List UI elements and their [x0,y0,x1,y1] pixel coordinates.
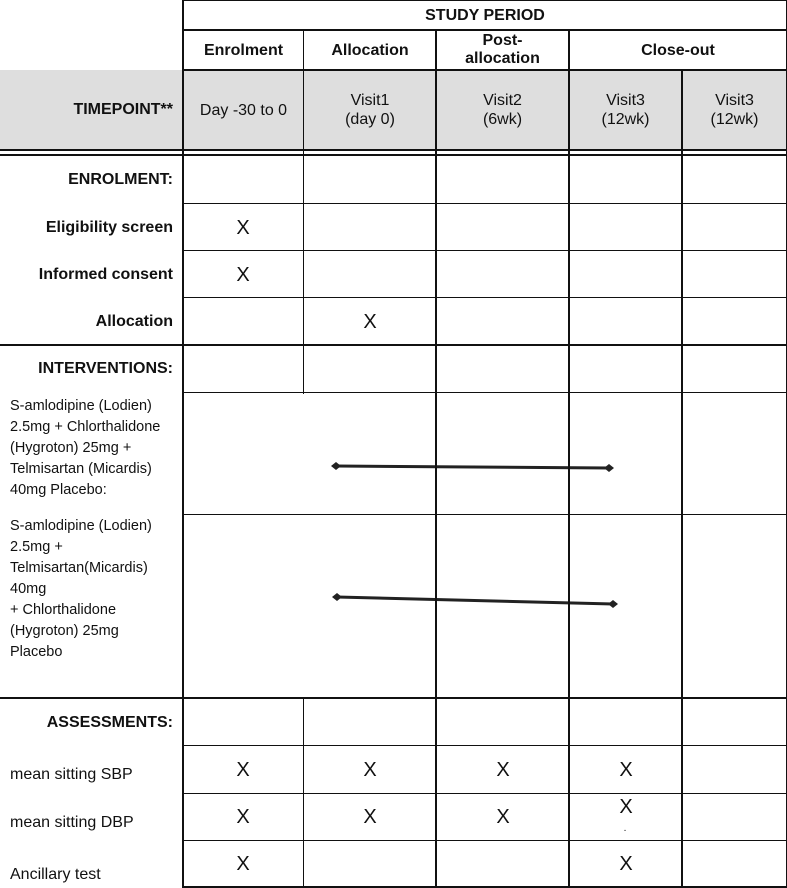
intervention-2-line: Placebo [10,644,63,660]
intervention-2-line: Telmisartan(Micardis) [10,560,148,576]
grid-line [0,154,787,156]
intervention-1-end-diamond [604,464,614,472]
section-enrolment: ENROLMENT: [68,171,173,188]
section-assessments: ASSESSMENTS: [46,713,173,731]
phase-post-allocation-line-1: Post- [482,32,523,49]
grid-line [183,203,787,204]
timepoint-2-line-1: Visit1 [350,92,390,109]
mark-ancillary-enrolment: X [236,853,250,875]
intervention-1-start-diamond [331,462,341,470]
mark-sbp-visit3: X [619,759,633,781]
grid-line [183,297,787,298]
grid-line [183,793,787,794]
grid-line [183,745,787,746]
phase-enrolment: Enrolment [203,41,284,59]
mark-allocation-visit1: X [363,311,377,333]
row-informed-consent: Informed consent [38,265,173,283]
mark-ancillary-visit3: X [619,853,633,875]
grid-line [568,30,570,888]
timepoint-4-line-1: Visit3 [606,92,645,109]
grid-line [0,697,787,699]
intervention-1-line: 40mg Placebo: [10,482,107,498]
intervention-2-line: (Hygroton) 25mg [10,623,119,639]
mark-dbp-visit1: X [363,806,377,828]
intervention-2-line: S-amlodipine (Lodien) [10,518,152,534]
grid-line [0,149,787,151]
mark-sbp-enrolment: X [236,759,250,781]
dbp-visit3-dot: . [623,823,627,834]
intervention-2-start-diamond [332,593,342,601]
grid-line [182,0,184,888]
intervention-2-line: + Chlorthalidone [10,602,117,618]
intervention-2-line: 2.5mg + [10,539,63,555]
row-mean-sitting-sbp: mean sitting SBP [10,766,133,783]
timepoint-2-line-2: (day 0) [345,111,395,128]
intervention-1-line: (Hygroton) 25mg + [10,440,132,456]
intervention-1-line: 2.5mg + Chlorthalidone [10,419,161,435]
grid-line [681,70,683,888]
mark-sbp-visit1: X [363,759,377,781]
grid-line [183,392,787,393]
mark-dbp-visit2: X [496,806,510,828]
mark-dbp-enrolment: X [236,806,250,828]
grid-line [0,344,787,346]
timepoint-label: TIMEPOINT** [73,101,173,118]
mark-dbp-visit3: X [619,796,633,818]
phase-post-allocation-line-2: allocation [465,50,540,67]
grid-line [183,250,787,251]
intervention-2-bar [337,597,613,604]
intervention-2-line: 40mg [10,581,47,597]
grid-line [183,514,787,515]
timepoint-3-line-1: Visit2 [483,92,522,109]
study-period-header: STUDY PERIOD [425,6,545,24]
mark-consent-enrolment: X [236,264,250,286]
timepoint-1: Day -30 to 0 [199,101,288,119]
grid-line [183,69,787,71]
row-allocation: Allocation [95,312,173,330]
timepoint-5-line-2: (12wk) [710,111,759,128]
grid-line [303,698,304,888]
row-eligibility-screen: Eligibility screen [45,218,173,236]
intervention-1-line: Telmisartan (Micardis) [10,461,152,477]
grid-line [435,30,437,888]
phase-close-out: Close-out [641,41,715,59]
mark-sbp-visit2: X [496,759,510,781]
timepoint-5-line-1: Visit3 [715,92,754,109]
timepoint-4-line-2: (12wk) [601,111,650,128]
grid-line [183,840,787,841]
grid-line [303,30,304,394]
grid-line [183,29,787,31]
phase-allocation: Allocation [331,41,409,59]
row-mean-sitting-dbp: mean sitting DBP [10,814,134,831]
row-ancillary-test: Ancillary test [10,866,101,883]
intervention-1-line: S-amlodipine (Lodien) [10,398,152,414]
grid-line [183,0,787,1]
section-interventions: INTERVENTIONS: [38,360,173,377]
mark-eligibility-enrolment: X [236,217,250,239]
timepoint-3-line-2: (6wk) [482,111,523,128]
intervention-2-end-diamond [608,600,618,608]
